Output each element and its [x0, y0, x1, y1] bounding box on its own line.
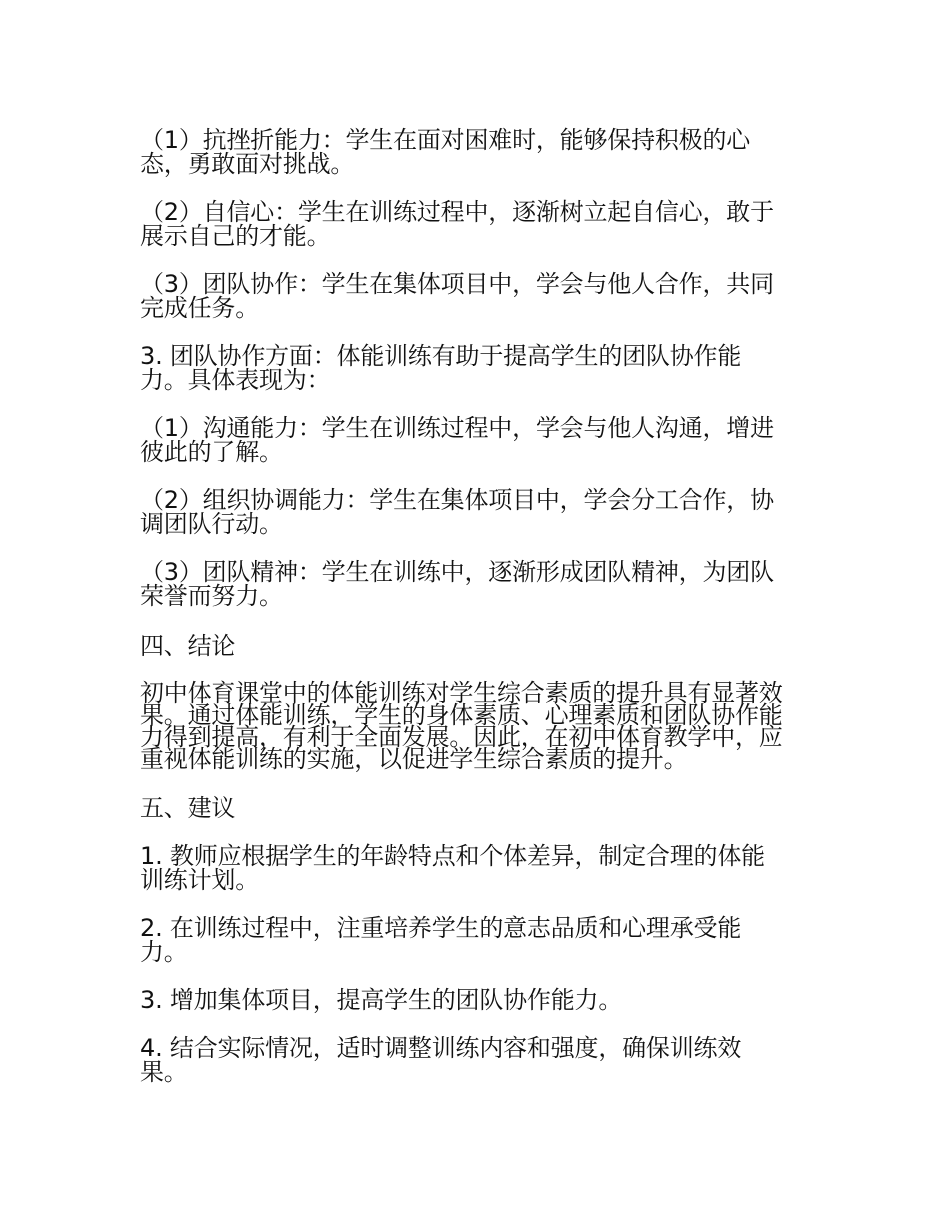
paragraph-line: （2）自信心：学生在训练过程中，逐渐树立起自信心，敢于 — [140, 198, 774, 226]
paragraph — [140, 272, 820, 320]
paragraph — [140, 988, 820, 1012]
paragraph — [140, 916, 820, 964]
paragraph-line: （2）组织协调能力：学生在集体项目中，学会分工合作，协 — [140, 486, 774, 514]
document-page — [140, 128, 820, 1108]
paragraph-line: 力得到提高，有利于全面发展。因此，在初中体育教学中，应 — [140, 723, 783, 751]
paragraph-line: 展示自己的才能。 — [140, 222, 331, 250]
paragraph-line: 初中体育课堂中的体能训练对学生综合素质的提升具有显著效 — [140, 679, 783, 707]
paragraph — [140, 560, 820, 608]
paragraph-line: 2. 在训练过程中，注重培养学生的意志品质和心理承受能 — [140, 914, 742, 942]
paragraph-line: 态，勇敢面对挑战。 — [140, 150, 355, 178]
paragraph-line: 荣誉而努力。 — [140, 582, 283, 610]
paragraph-line: （3）团队协作：学生在集体项目中，学会与他人合作，共同 — [140, 270, 774, 298]
paragraph-line: 重视体能训练的实施，以促进学生综合素质的提升。 — [140, 745, 688, 773]
paragraph — [140, 128, 820, 176]
paragraph-line: （3）团队精神：学生在训练中，逐渐形成团队精神，为团队 — [140, 558, 774, 586]
paragraph-line: （1）沟通能力：学生在训练过程中，学会与他人沟通，增进 — [140, 414, 774, 442]
paragraph — [140, 416, 820, 464]
paragraph-line: 完成任务。 — [140, 294, 259, 322]
paragraph-line: 训练计划。 — [140, 866, 259, 894]
paragraph-line: 果。 — [140, 1058, 188, 1086]
section-heading: 四、结论 — [140, 632, 236, 660]
paragraph-line: 3. 团队协作方面：体能训练有助于提高学生的团队协作能 — [140, 342, 742, 370]
paragraph-line: 果。通过体能训练，学生的身体素质、心理素质和团队协作能 — [140, 701, 783, 729]
section-heading: 五、建议 — [140, 794, 236, 822]
paragraph-line: （1）抗挫折能力：学生在面对困难时，能够保持积极的心 — [140, 126, 751, 154]
paragraph — [140, 679, 820, 773]
paragraph — [140, 844, 820, 892]
paragraph — [140, 488, 820, 536]
paragraph-line: 调团队行动。 — [140, 510, 283, 538]
paragraph-line: 4. 结合实际情况，适时调整训练内容和强度，确保训练效 — [140, 1034, 742, 1062]
paragraph — [140, 1036, 820, 1084]
paragraph-line: 力。具体表现为： — [140, 366, 331, 394]
paragraph-line: 力。 — [140, 938, 188, 966]
paragraph-line: 1. 教师应根据学生的年龄特点和个体差异，制定合理的体能 — [140, 842, 765, 870]
paragraph — [140, 200, 820, 248]
paragraph-line: 彼此的了解。 — [140, 438, 283, 466]
paragraph-line: 3. 增加集体项目，提高学生的团队协作能力。 — [140, 986, 623, 1014]
paragraph — [140, 344, 820, 392]
